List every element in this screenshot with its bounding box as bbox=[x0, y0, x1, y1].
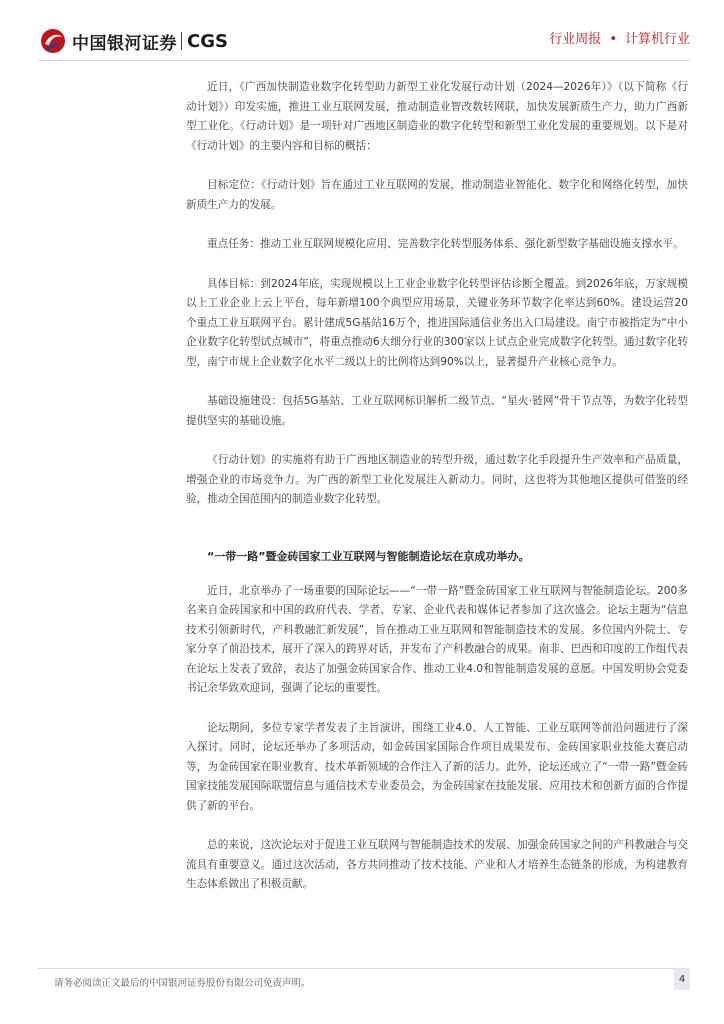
article-body bbox=[186, 78, 688, 915]
header-divider bbox=[38, 60, 690, 61]
footer-divider bbox=[38, 968, 690, 969]
paragraph-intro: 近日，《广西加快制造业数字化转型助力新型工业化发展行动计划（2024—2026年）》（以下简称《行动计划》）印发实施，推进工业互联网发展，推动制造业智改数转网联，加快发展新质生产力，助力广西新型工业化。《行动计划》是一项针对广西地区制造业的数字化转型和新型工业化发展的重要规划。以下是对《行动计划》的主要内容和目标的概括： bbox=[186, 81, 688, 152]
paragraph-goal: 目标定位：《行动计划》旨在通过工业互联网的发展，推动制造业智能化、数字化和网络化转型，加快新质生产力的发展。 bbox=[186, 179, 688, 211]
report-category bbox=[549, 28, 690, 47]
logo-divider bbox=[181, 32, 182, 50]
logo-chinese-name: 中国银河证券 bbox=[72, 33, 177, 54]
footer-disclaimer: 请务必阅读正文最后的中国银河证券股份有限公司免责声明。 bbox=[54, 978, 311, 989]
page-number: 4 bbox=[674, 968, 690, 990]
report-type: 行业周报 bbox=[549, 32, 602, 47]
paragraph-forum-summary: 总的来说，这次论坛对于促进工业互联网与智能制造技术的发展、加强金砖国家之间的产科教融合与交流具有重要意义。通过这次活动，各方共同推动了技术技能、产业和人才培养生态链条的形成，为构建教育生态体系做出了积极贡献。 bbox=[186, 839, 688, 890]
paragraph-impact: 《行动计划》的实施将有助于广西地区制造业的转型升级，通过数字化手段提升生产效率和产品质量，增强企业的市场竞争力。为广西的新型工业化发展注入新动力。同时，这也将为其他地区提供可借鉴的经验，推动全国范围内的制造业数字化转型。 bbox=[186, 454, 688, 505]
paragraph-infrastructure: 基础设施建设：包括5G基站、工业互联网标识解析二级节点、“星火·链网”骨干节点等，为数字化转型提供坚实的基础设施。 bbox=[186, 395, 688, 427]
company-logo bbox=[40, 28, 228, 54]
section-heading: “一带一路”暨金砖国家工业互联网与智能制造论坛在京成功举办。 bbox=[207, 549, 530, 563]
page-header bbox=[0, 0, 724, 60]
paragraph-forum-intro: 近日，北京举办了一场重要的国际论坛——“一带一路”暨金砖国家工业互联网与智能制造论坛。200多名来自金砖国家和中国的政府代表、学者、专家、企业代表和媒体记者参加了这次盛会。论坛主题为“信息技术引领新时代，产科教融汇新发展”，旨在推动工业互联网和智能制造技术的发展。多位国内外院士、专家分享了前沿技术，展开了深入的跨界对话，并发布了产科教融合的成果。南非、巴西和印度的工作组代表在论坛上发表了致辞，表达了加强金砖国家合作、推动工业4.0和智能制造发展的意愿。中国发明协会党委书记余华致欢迎词，强调了论坛的重要性。 bbox=[186, 584, 688, 694]
galaxy-logo-icon bbox=[40, 28, 66, 54]
paragraph-targets: 具体目标：到2024年底，实现规模以上工业企业数字化转型评估诊断全覆盖。到2026年底，万家规模以上工业企业上云上平台，每年新增100个典型应用场景，关键业务环节数字化率达到60%。建设运营20个重点工业互联网平台。累计建成5G基站16万个，推进国际通信业务出入口局建设。南宁市被指定为“中小企业数字化转型试点城市”，将重点推动6大细分行业的300家以上试点企业完成数字化转型。通过数字化转型，南宁市规上企业数字化水平二级以上的比例将达到90%以上，显著提升产业核心竞争力。 bbox=[186, 277, 688, 368]
header-separator: • bbox=[609, 32, 617, 47]
paragraph-forum-activities: 论坛期间，多位专家学者发表了主旨演讲，围绕工业4.0、人工智能、工业互联网等前沿问题进行了深入探讨。同时，论坛还举办了多项活动，如金砖国家国际合作项目成果发布、金砖国家职业技能大赛启动等，为金砖国家在职业教育、技术革新领域的合作注入了新的活力。此外，论坛还成立了“一带一路”暨金砖国家技能发展国际联盟信息与通信技术专业委员会，为金砖国家在技能发展、应用技术和创新方面的合作提供了新的平台。 bbox=[186, 721, 688, 812]
industry-name: 计算机行业 bbox=[624, 32, 690, 47]
paragraph-tasks: 重点任务：推动工业互联网规模化应用、完善数字化转型服务体系、强化新型数字基础设施支撑水平。 bbox=[207, 238, 684, 250]
logo-english-name: CGS bbox=[187, 30, 228, 52]
